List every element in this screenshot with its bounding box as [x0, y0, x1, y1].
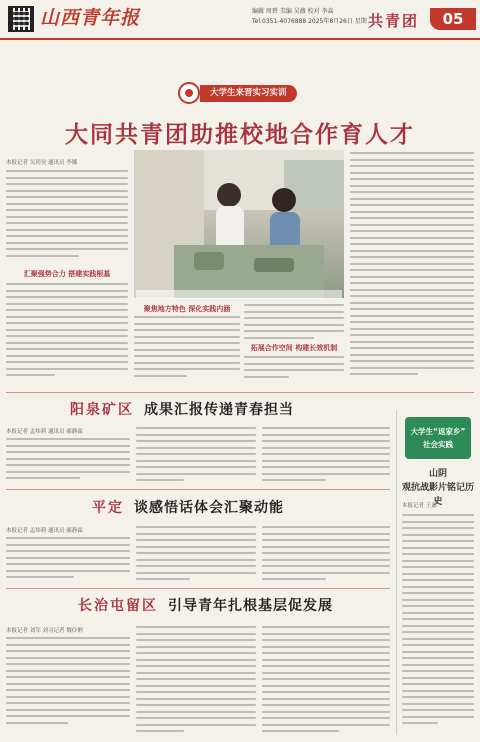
section-yangquan-heading [70, 396, 294, 422]
feature-subhead-3: 拓展合作空间 构建长效机制 [250, 344, 338, 352]
masthead [0, 0, 480, 40]
section-1-body-c [262, 427, 390, 487]
section-pingding-heading [92, 494, 284, 520]
section-name: 共青团 [368, 12, 420, 30]
page-number: 05 [430, 8, 476, 30]
feature-body-col3b [244, 356, 344, 386]
section-1-body-b [136, 427, 256, 487]
section-2-body-b [136, 526, 256, 586]
section-area: 阳泉矿区 [70, 402, 134, 418]
section-3-body-b [136, 626, 256, 736]
section-divider [6, 588, 390, 589]
section-2-body-c [262, 526, 390, 586]
section-title: 成果汇报传递青春担当 [144, 402, 294, 418]
feature-photo [134, 150, 344, 298]
section-3-body-a [6, 637, 130, 737]
sidebar-title: 观抗战影片铭记历史 [401, 483, 474, 507]
sidebar-body [402, 514, 474, 734]
section-3-body-c [262, 626, 390, 736]
feature-body-col4 [350, 152, 474, 384]
section-tunliu-heading [78, 592, 333, 618]
section-1-body-a [6, 438, 130, 488]
feature-title: 大同共青团助推校地合作育人才 [65, 121, 415, 148]
editor-line: 编辑 周碧 美编 吴薇 校对 李焱 [252, 8, 334, 15]
photo-caption-bar [136, 290, 342, 299]
sidebar-byline: 本报记者 王嘉 [402, 503, 437, 509]
section-area: 长治屯留区 [78, 598, 158, 614]
feature-body-col2 [134, 316, 240, 386]
section-byline: 本报记者 孟炜莉 通讯员 郝静霖 [6, 429, 83, 435]
sidebar-badge-line1: 大学生“返家乡” [410, 427, 466, 436]
contact-date-line: Tel:0351-4076888 2025年8月26日 星期二 [252, 18, 373, 25]
section-byline: 本报记者 孟炜莉 通讯员 郝静霖 [6, 528, 83, 534]
section-divider [6, 392, 474, 393]
feature-body-col1b [6, 283, 128, 383]
section-divider [6, 489, 390, 490]
section-2-body-a [6, 537, 130, 587]
section-byline: 本报记者 刘军 刘习记者 魏伶俐 [6, 628, 83, 634]
sidebar-area: 山阴 [428, 469, 447, 479]
feature-byline: 本报记者 吴玥昊 通讯员 李娜 [6, 160, 78, 166]
feature-body-col1 [6, 170, 128, 270]
feature-subhead-1: 汇聚强势合力 搭建实践根基 [23, 270, 111, 278]
feature-photo-illustration [134, 150, 344, 298]
sidebar-badge [405, 417, 471, 459]
sidebar-badge-line2: 社会实践 [423, 440, 453, 449]
qr-code-icon [8, 6, 34, 32]
newspaper-logo: 山西青年报 [40, 7, 141, 29]
section-area: 平定 [92, 500, 124, 516]
feature-body-col3 [244, 304, 344, 340]
section-title: 谈感悟话体会汇聚动能 [134, 500, 284, 516]
edition-info [252, 7, 373, 27]
feature-subhead-2: 聚焦地方特色 深化实践内涵 [143, 305, 231, 313]
feature-banner: 大学生来晋实习实训 [200, 85, 297, 102]
section-title: 引导青年扎根基层促发展 [168, 598, 333, 614]
emblem-icon [178, 82, 200, 104]
